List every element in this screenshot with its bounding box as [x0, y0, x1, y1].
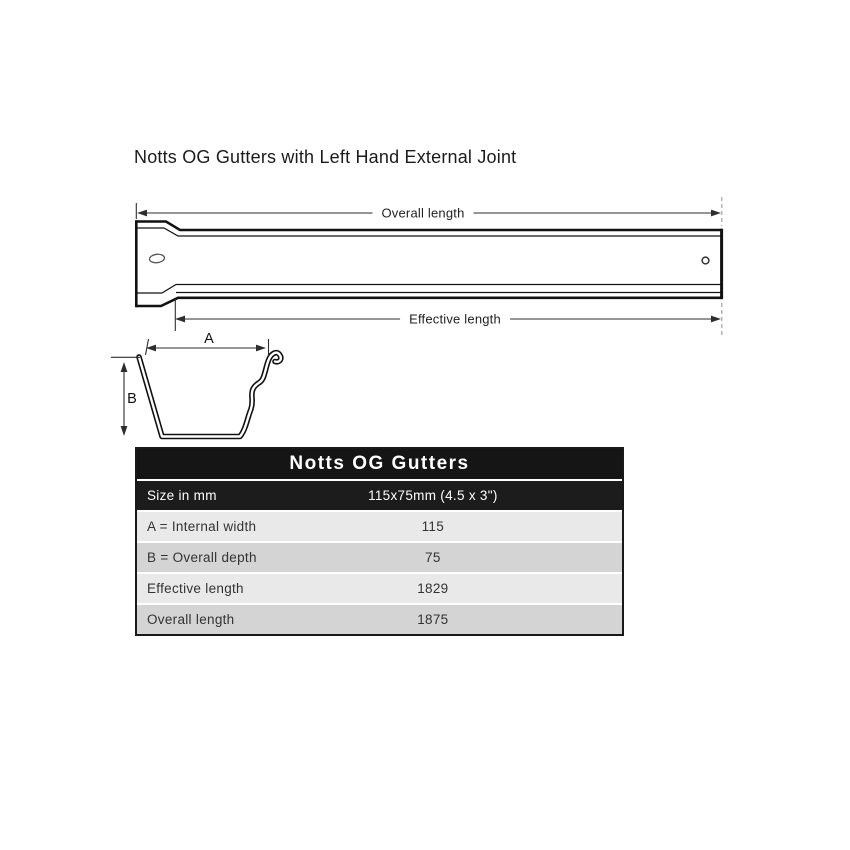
og-profile-outline	[139, 353, 281, 437]
row-label: Effective length	[147, 581, 244, 596]
table-row-size	[137, 481, 622, 510]
dim-b-label: B	[127, 391, 137, 407]
row-label: B = Overall depth	[147, 550, 257, 565]
table-row	[137, 512, 622, 541]
row-label: A = Internal width	[147, 519, 257, 534]
row-value: 1875	[417, 612, 449, 627]
dim-a-label: A	[204, 331, 214, 347]
table-row	[137, 605, 622, 634]
arrowhead-left-icon	[175, 316, 185, 323]
overall-length-label: Overall length	[372, 206, 473, 221]
row-value: 115x75mm (4.5 x 3")	[368, 488, 498, 503]
row-value: 1829	[417, 581, 449, 596]
row-value: 115	[421, 519, 445, 534]
arrowhead-right-icon	[256, 345, 266, 352]
gutter-side-view	[136, 220, 722, 307]
screw-hole	[702, 257, 709, 264]
gutter-cross-section	[111, 339, 281, 437]
arrowhead-down-icon	[121, 426, 128, 436]
table-title: Notts OG Gutters	[137, 449, 622, 481]
spec-table	[135, 447, 624, 636]
arrowhead-right-icon	[711, 210, 721, 217]
row-value: 75	[425, 550, 441, 565]
arrowhead-left-icon	[137, 210, 147, 217]
page-title: Notts OG Gutters with Left Hand External Joint	[134, 147, 517, 167]
row-label: Overall length	[147, 612, 235, 627]
arrowhead-right-icon	[711, 316, 721, 323]
row-label: Size in mm	[147, 488, 217, 503]
slot-hole	[149, 254, 165, 264]
arrowhead-up-icon	[121, 362, 128, 372]
effective-length-label: Effective length	[400, 312, 510, 327]
table-row	[137, 574, 622, 603]
table-row	[137, 543, 622, 572]
